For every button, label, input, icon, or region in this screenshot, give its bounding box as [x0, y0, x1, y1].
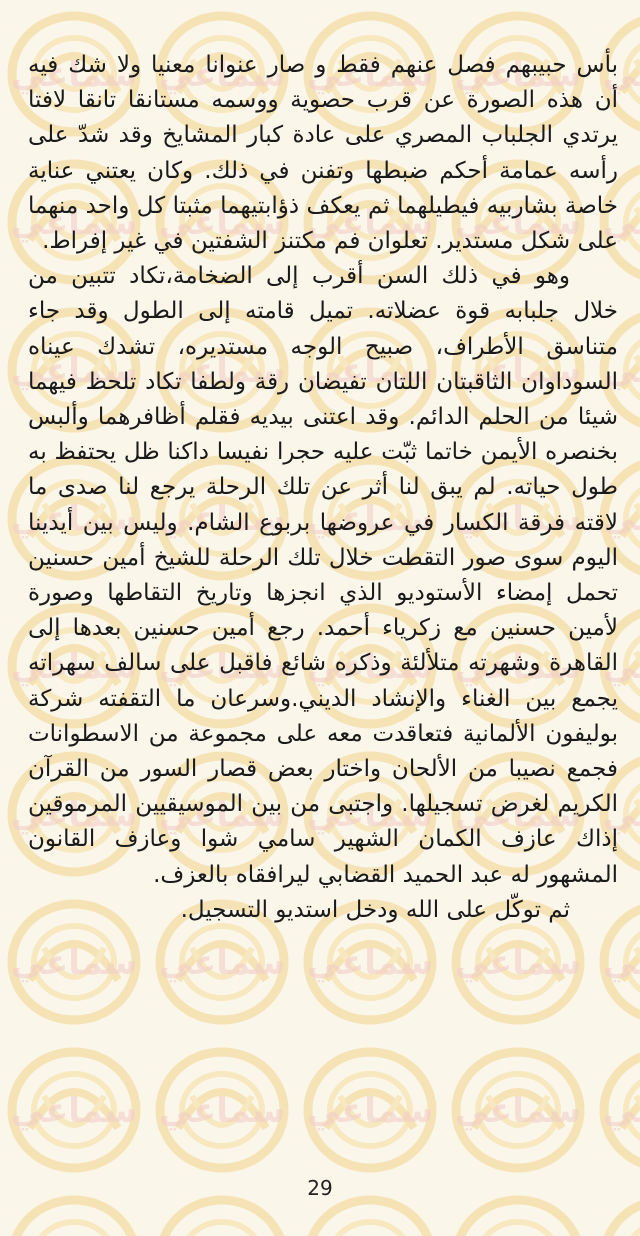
paragraph: وهو في ذلك السن أقرب إلى الضخامة،تكاد تتبين من خلال جلبابه قوة عضلاته. تميل قامته إلى الطول وقد جاء متناسق الأطراف، صبيح الوجه مستديره، تشدك عيناه السوداوان الثاقبتان اللتان تفيضان رقة ولطفا تكاد تلحظ فيهما شيئا من الحلم الدائم. وقد اعتنى بيديه فقلم أظافرهما وألبس بخنصره الأيمن خاتما ثبّت عليه حجرا نفيسا داكنا ظل يحتفظ به طول حياته. لم يبق لنا أثر عن تلك الرحلة يرجع لنا صدى ما لاقته فرقة الكسار في عروضها بربوع الشام. وليس بين أيدينا اليوم سوى صور التقطت خلال تلك الرحلة للشيخ أمين حسنين تحمل إمضاء الأستوديو الذي انجزها وتاريخ التقاطها وصورة لأمين حسنين مع زكرياء أحمد. رجع أمين حسنين بعدها إلى القاهرة وشهرته متلألئة وذكره شائع فاقبل على سالف سهراته يجمع بين الغناء والإنشاد الديني.وسرعان ما التقفته شركة بوليفون الألمانية فتعاقدت معه على مجموعة من الاسطوانات فجمع نصيبا من الألحان واختار بعض قصار السور من القرآن الكريم لغرض تسجيلها. واجتبى من بين الموسيقيين المرموقين إذاك عازف الكمان الشهير سامي شوا وعازف القانون المشهور له عبد الحميد القضابي ليرافقاه بالعزف. — [28, 263, 618, 888]
page-body — [28, 48, 618, 928]
paragraph: بأس حبيبهم فصل عنهم فقط و صار عنوانا معنيا ولا شك فيه أن هذه الصورة عن قرب حصوية ووسمه مستانقا تانقا لافتا يرتدي الجلباب المصري على عادة كبار المشايخ وقد شدّ على رأسه عمامة أحكم ضبطها وتفنن في ذلك. وكان يعتني عناية خاصة بشاربيه فيطيلهما ثم يعكف ذؤابتيهما مثبتا كل واحد منهما على شكل مستدير. تعلوان فم مكتنز الشفتين في غير إفراط. — [28, 52, 618, 255]
page-number: 29 — [307, 1176, 333, 1200]
paragraph: ثم توكّل على الله ودخل استديو التسجيل. — [180, 896, 570, 923]
